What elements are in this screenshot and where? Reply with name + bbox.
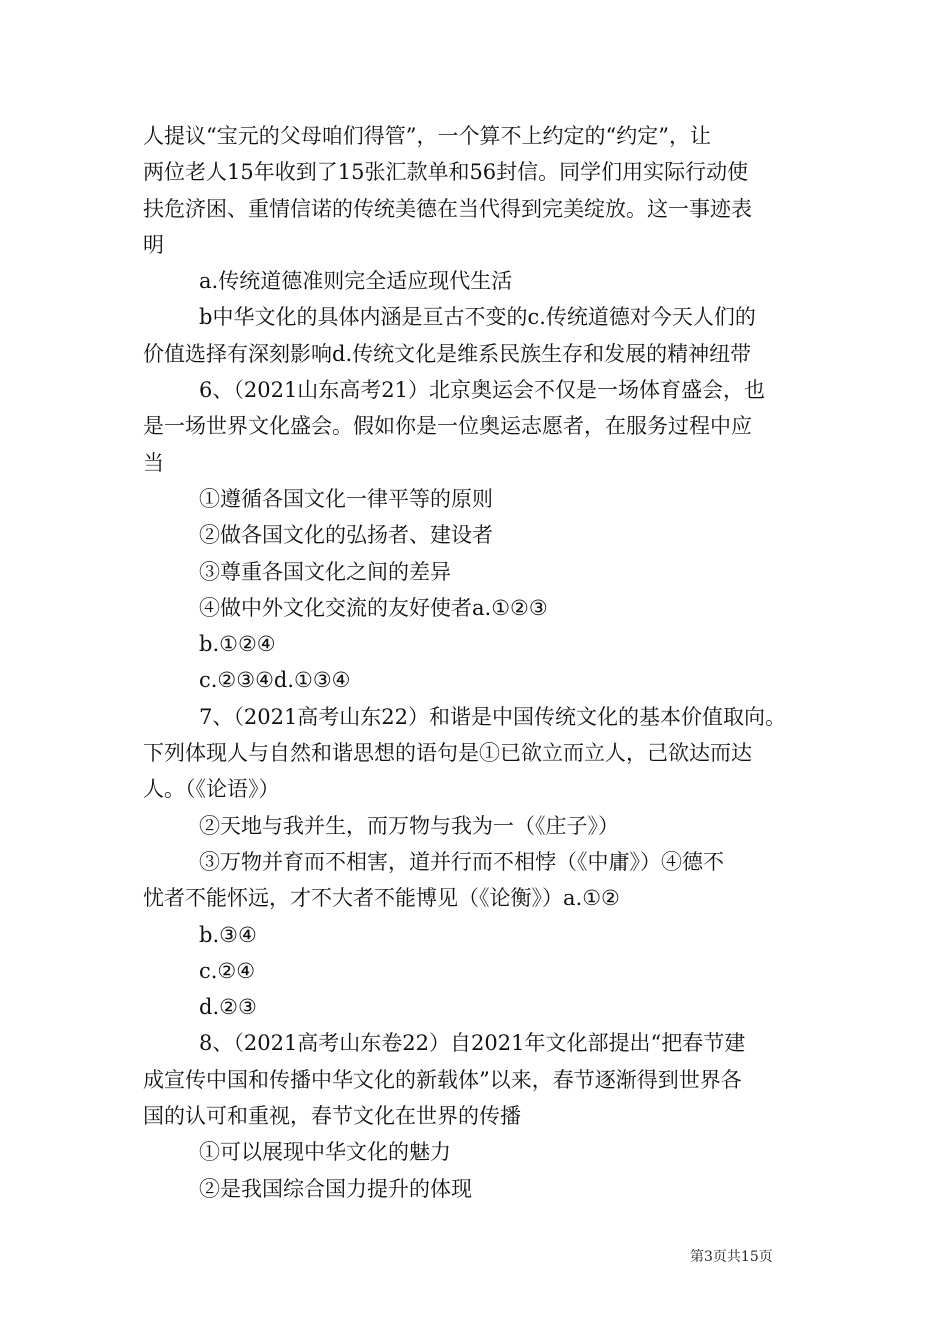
document-line: 人提议“宝元的父母咱们得管”，一个算不上约定的“约定”，让 <box>143 124 711 148</box>
document-line: 两位老人15年收到了15张汇款单和56封信。同学们用实际行动使 <box>143 160 749 185</box>
page-number-footer: 第3页共15页 <box>690 1249 773 1265</box>
document-line: 6、（2021山东高考21）北京奥运会不仅是一场体育盛会，也 <box>199 378 766 403</box>
document-line: 8、（2021高考山东卷22）自2021年文化部提出“把春节建 <box>199 1031 746 1056</box>
document-line: ①遵循各国文化一律平等的原则 <box>199 486 493 511</box>
document-line: 人。（《论语》） <box>143 777 280 802</box>
document-line: ②做各国文化的弘扬者、建设者 <box>199 523 493 548</box>
document-line: 扶危济困、重情信诺的传统美德在当代得到完美绽放。这一事迹表 <box>143 196 752 221</box>
document-line: 下列体现人与自然和谐思想的语句是①已欲立而立人，己欲达而达 <box>143 741 752 766</box>
document-line: 国的认可和重视，春节文化在世界的传播 <box>143 1104 521 1129</box>
document-line: ②天地与我并生，而万物与我为一（《庄子》） <box>199 813 619 838</box>
document-line: ①可以展现中华文化的魅力 <box>199 1140 451 1165</box>
document-line: c.②③④d.①③④ <box>199 668 351 693</box>
document-line: ④做中外文化交流的友好使者a.①②③ <box>199 595 548 620</box>
document-line: d.②③ <box>199 995 257 1020</box>
document-line: 明 <box>143 232 164 257</box>
document-line: ②是我国综合国力提升的体现 <box>199 1176 472 1201</box>
document-line: b中华文化的具体内涵是亘古不变的c.传统道德对今天人们的 <box>199 305 756 330</box>
document-line: 7、（2021高考山东22）和谐是中国传统文化的基本价值取向。 <box>199 704 787 729</box>
document-line: ③尊重各国文化之间的差异 <box>199 559 451 584</box>
document-line: 当 <box>143 450 164 475</box>
document-line: 是一场世界文化盛会。假如你是一位奥运志愿者，在服务过程中应 <box>143 414 752 439</box>
document-line: a.传统道德准则完全适应现代生活 <box>199 269 513 294</box>
document-body <box>143 118 813 1207</box>
document-line: c.②④ <box>199 958 256 983</box>
document-line: ③万物并育而不相害，道并行而不相悖（《中庸》）④德不 <box>199 849 724 874</box>
document-line: b.①②④ <box>199 632 276 657</box>
document-line: b.③④ <box>199 922 257 947</box>
document-line: 忧者不能怀远，才不大者不能博见（《论衡》）a.①② <box>143 886 620 911</box>
document-line: 成宣传中国和传播中华文化的新载体”以来，春节逐渐得到世界各 <box>143 1067 742 1092</box>
document-line: 价值选择有深刻影响d.传统文化是维系民族生存和发展的精神纽带 <box>143 341 752 366</box>
